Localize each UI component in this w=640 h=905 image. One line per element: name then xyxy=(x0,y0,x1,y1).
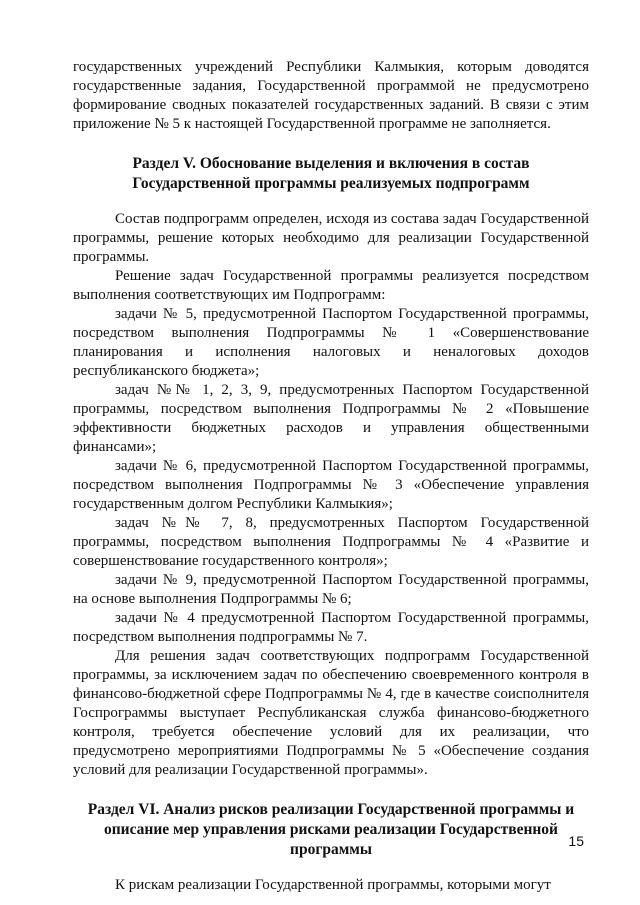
document-page xyxy=(73,58,589,895)
section-5-list-item: задачи № 6, предусмотренной Паспортом Государственной программы, посредством выполнения Подпрограммы № 3 «Обеспечение управления государственным долгом Республики Калмыкия»; xyxy=(73,458,589,512)
section-5-paragraph: Решение задач Государственной программы реализуется посредством выполнения соответствующих им Подпрограмм: xyxy=(73,268,589,303)
page-number: 15 xyxy=(568,833,584,849)
section-5-paragraph: Состав подпрограмм определен, исходя из состава задач Государственной программы, решение которых необходимо для реализации Государственной программы. xyxy=(73,211,589,265)
section-6-heading: Раздел VI. Анализ рисков реализации Государственной программы и описание мер управления рисками реализации Государственной программы xyxy=(87,801,575,858)
section-5-list-item: задачи № 5, предусмотренной Паспортом Государственной программы, посредством выполнения Подпрограммы № 1 «Совершенствование планирования и исполнения налоговых и неналоговых доходов республиканского бюджета»; xyxy=(73,306,589,379)
section-5-heading: Раздел V. Обоснование выделения и включения в состав Государственной программы реализуемых подпрограмм xyxy=(132,155,530,192)
section-5-list-item: задачи № 9, предусмотренной Паспортом Государственной программы, на основе выполнения Подпрограммы № 6; xyxy=(73,572,589,607)
section-5-list-item: задачи № 4 предусмотренной Паспортом Государственной программы, посредством выполнения подпрограммы № 7. xyxy=(73,610,589,645)
section-5-paragraph: Для решения задач соответствующих подпрограмм Государственной программы, за исключением задач по обеспечению своевременного контроля в финансово-бюджетной сфере Подпрограммы № 4, где в качестве соисполнителя Госпрограммы выступает Республиканская служба финансово-бюджетного контроля, требуется обеспечение условий для их реализации, что предусмотрено мероприятиями Подпрограммы № 5 «Обеспечение создания условий для реализации Государственной программы». xyxy=(73,648,589,778)
intro-paragraph: государственных учреждений Республики Калмыкия, которым доводятся государственные задания, Государственной программой не предусмотрено формирование сводных показателей государственных заданий. В связи с этим приложение № 5 к настоящей Государственной программе не заполняется. xyxy=(73,59,589,132)
section-5-list-item: задач №№ 7, 8, предусмотренных Паспортом Государственной программы, посредством выполнения Подпрограммы № 4 «Развитие и совершенствование государственного контроля»; xyxy=(73,515,589,569)
section-6-paragraph: К рискам реализации Государственной программы, которыми могут xyxy=(115,877,551,893)
section-5-list-item: задач №№ 1, 2, 3, 9, предусмотренных Паспортом Государственной программы, посредством выполнения Подпрограммы № 2 «Повышение эффективности бюджетных расходов и управления общественными финансами»; xyxy=(73,382,589,455)
